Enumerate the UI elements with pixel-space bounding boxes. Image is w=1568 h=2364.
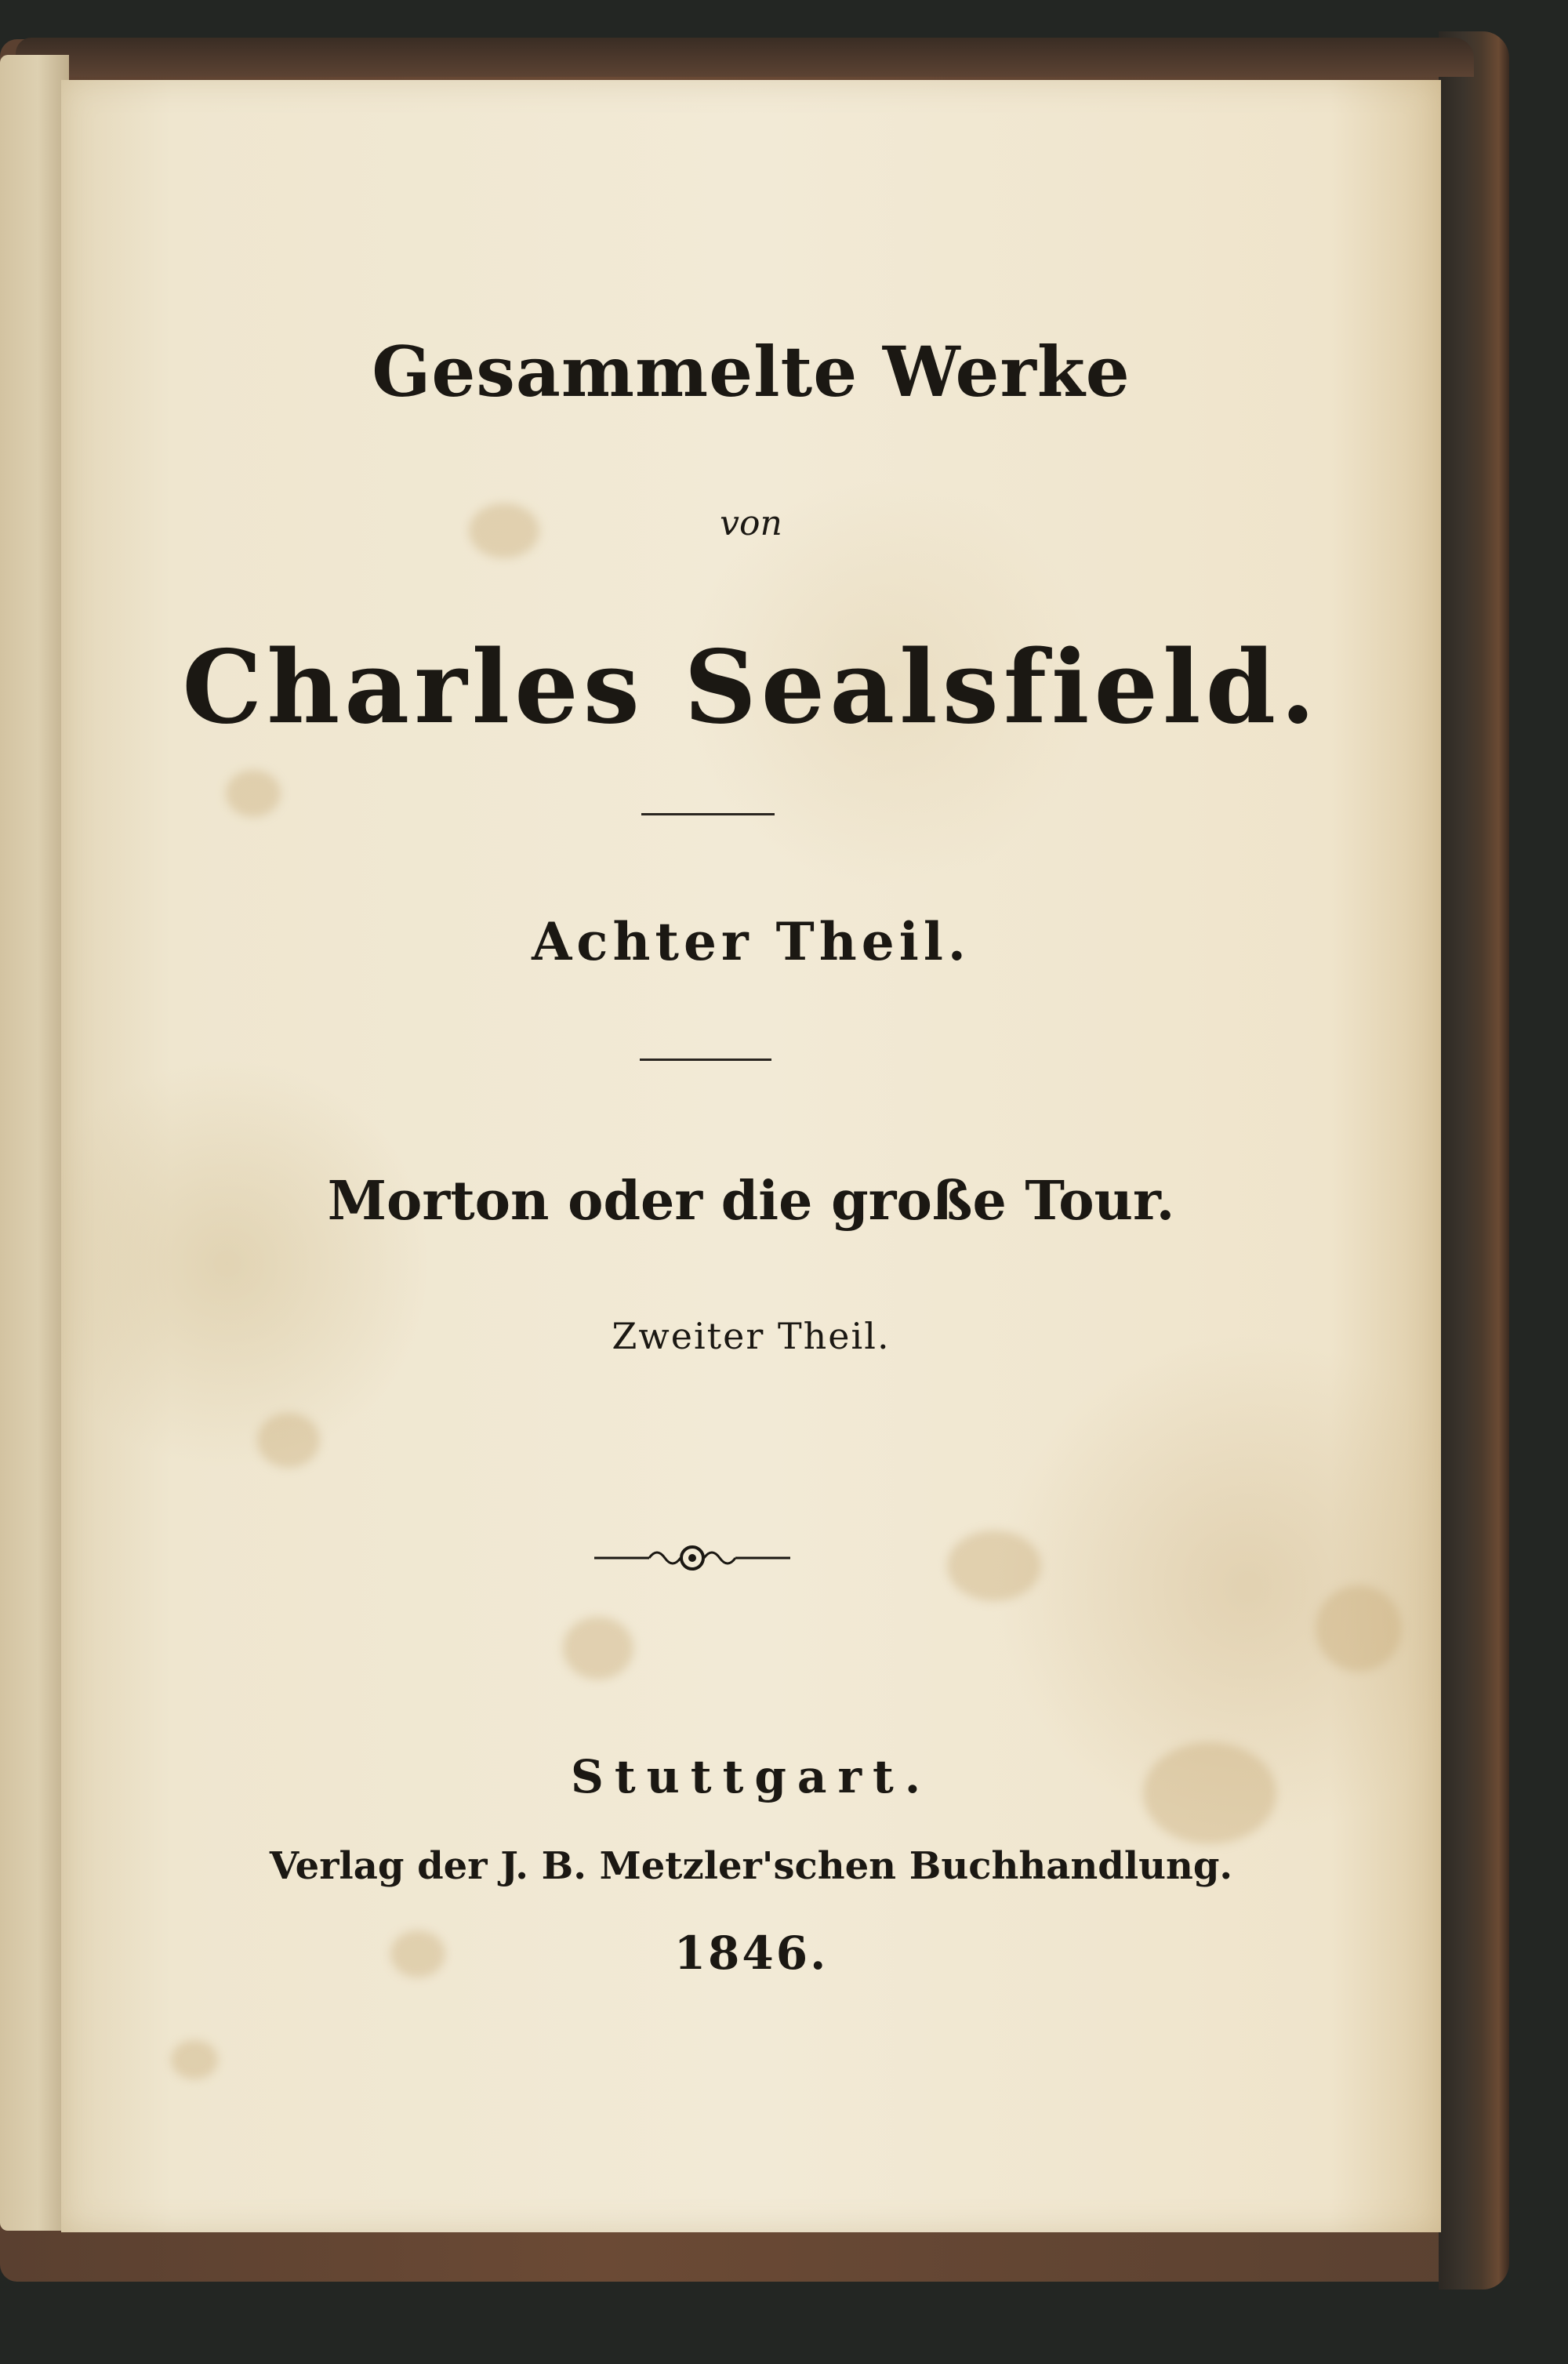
book-binding-edge <box>1439 31 1509 2290</box>
by-line: von <box>720 503 782 543</box>
divider-rule <box>640 1059 771 1061</box>
foxing-spot <box>257 1413 320 1468</box>
author-name: Charles Sealsfield. <box>182 629 1320 746</box>
title-page <box>61 80 1441 2232</box>
work-title: Morton oder die große Tour. <box>327 1170 1175 1233</box>
part-label: Zweiter Theil. <box>612 1315 891 1357</box>
foxing-spot <box>947 1531 1041 1601</box>
foxing-spot <box>563 1617 633 1679</box>
book-cover-top-edge <box>16 38 1474 77</box>
divider-rule <box>641 813 775 815</box>
place-of-publication: Stuttgart. <box>570 1750 932 1803</box>
series-title: Gesammelte Werke <box>372 331 1131 412</box>
foxing-spot <box>1316 1585 1402 1672</box>
foxing-spot <box>171 2040 218 2079</box>
ornament-icon <box>594 1538 790 1578</box>
volume-label: Achter Theil. <box>532 911 971 972</box>
publisher: Verlag der J. B. Metzler'schen Buchhandlung. <box>269 1844 1233 1888</box>
foxing-spot <box>226 770 281 817</box>
facing-page-edge <box>0 55 69 2231</box>
publication-year: 1846. <box>673 1926 829 1980</box>
